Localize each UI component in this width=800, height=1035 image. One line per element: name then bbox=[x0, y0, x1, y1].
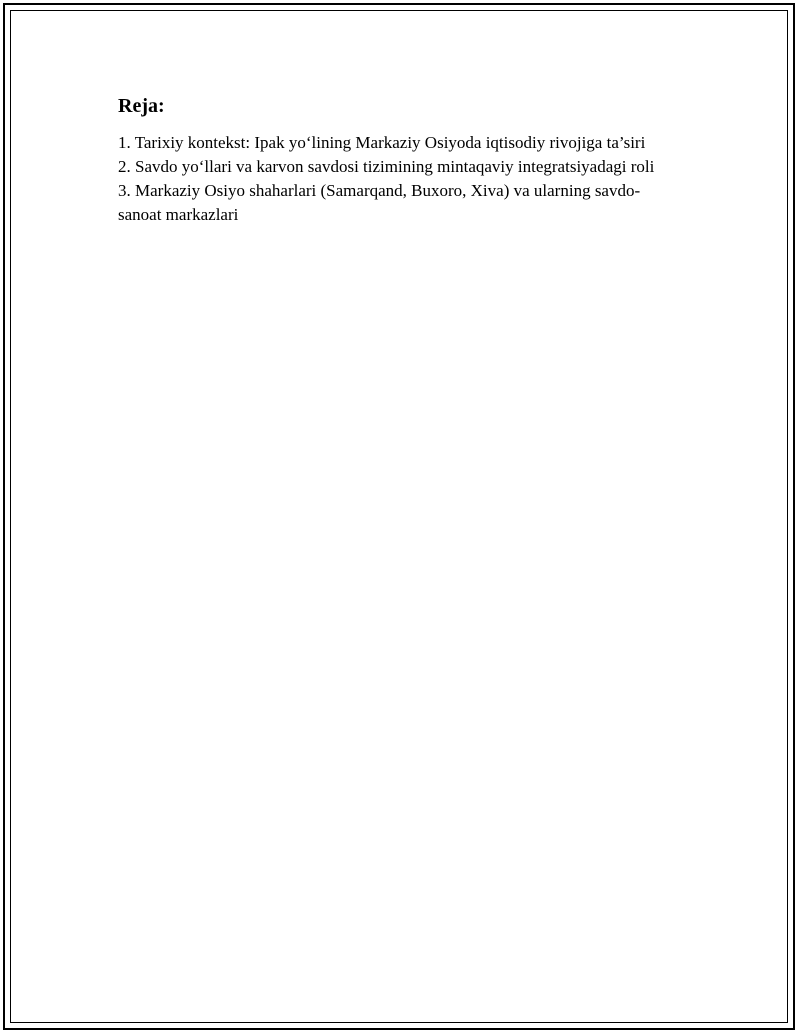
document-body bbox=[118, 93, 693, 227]
plan-heading: Reja: bbox=[118, 95, 165, 117]
plan-list bbox=[118, 131, 693, 227]
plan-item-3: 3. Markaziy Osiyo shaharlari (Samarqand, Buxoro, Xiva) va ularning savdo-sanoat markazlari bbox=[118, 181, 641, 224]
plan-item-2: 2. Savdo yo‘llari va karvon savdosi tizimining mintaqaviy integratsiyadagi roli bbox=[118, 157, 655, 176]
plan-item-1: 1. Tarixiy kontekst: Ipak yo‘lining Markaziy Osiyoda iqtisodiy rivojiga ta’siri bbox=[118, 133, 646, 152]
